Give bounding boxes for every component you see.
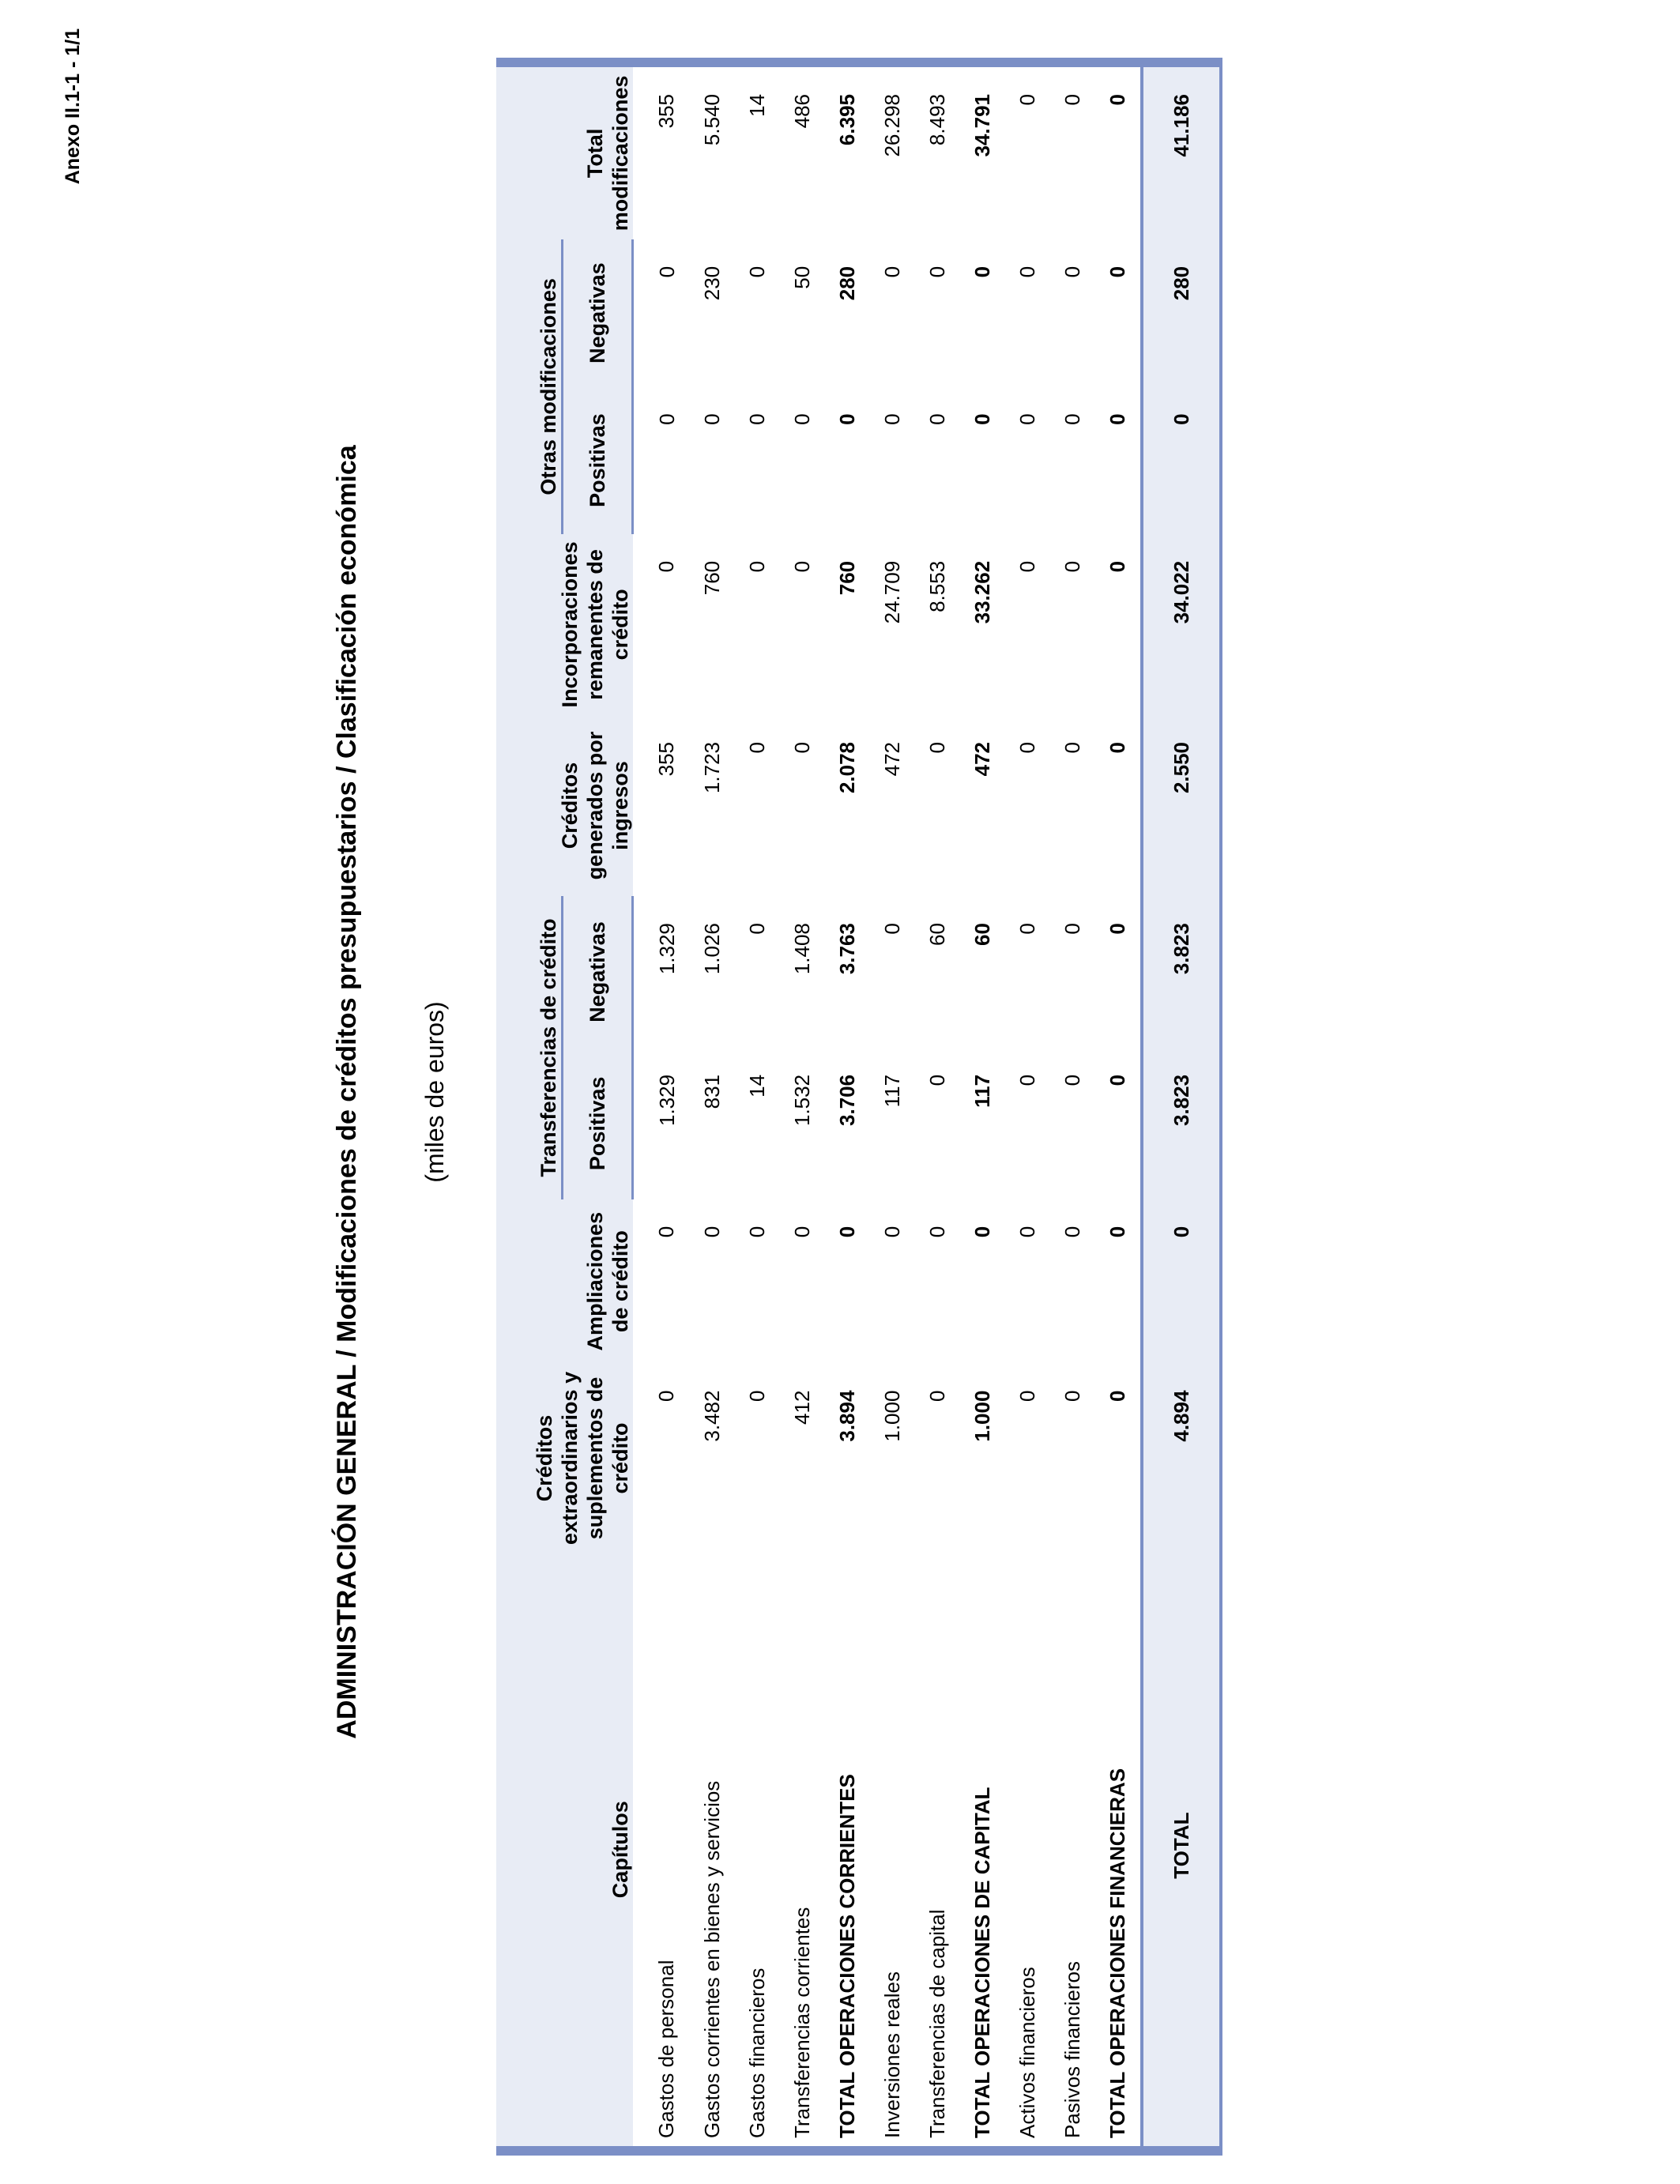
total-cell-value: 41.186 bbox=[1142, 62, 1221, 239]
cell-value: 0 bbox=[790, 1226, 814, 1238]
cell-value: 760 bbox=[700, 560, 724, 596]
cell-value: 0 bbox=[655, 265, 679, 278]
cell-value: 3.763 bbox=[835, 923, 859, 975]
cell-value: 0 bbox=[745, 265, 769, 278]
budget-modifications-table bbox=[496, 58, 1222, 2156]
cell-value: 0 bbox=[700, 1226, 724, 1238]
cell-value: 0 bbox=[1106, 923, 1129, 935]
cell-value: 0 bbox=[654, 560, 679, 573]
cell-value: 0 bbox=[1015, 1390, 1039, 1403]
table-row bbox=[870, 62, 915, 2151]
header-incorporaciones: Incorporaciones remanentes de crédito bbox=[496, 534, 633, 715]
cell-value: 0 bbox=[1106, 1074, 1129, 1086]
cell-value: 0 bbox=[790, 560, 814, 573]
cell-value: 0 bbox=[654, 1390, 679, 1403]
cell-value: 0 bbox=[1106, 1226, 1129, 1238]
table-row bbox=[1005, 62, 1050, 2151]
cell-value: 0 bbox=[925, 265, 949, 278]
total-cell-value: 2.550 bbox=[1142, 715, 1221, 896]
header-transferencias-negativas: Negativas bbox=[563, 896, 633, 1048]
cell-value: 0 bbox=[880, 923, 904, 935]
cell-value: 0 bbox=[1060, 741, 1084, 754]
header-creditos-generados: Créditos generados por ingresos bbox=[496, 715, 633, 896]
cell-value: 760 bbox=[835, 560, 859, 596]
total-cell-value: 3.823 bbox=[1142, 896, 1221, 1048]
cell-value: 0 bbox=[1060, 923, 1084, 935]
cell-value: 8.493 bbox=[925, 94, 949, 146]
cell-value: 0 bbox=[654, 1226, 679, 1238]
header-creditos-extraordinarios: Créditos extraordinarios y suplementos de crédito bbox=[496, 1364, 633, 1553]
cell-value: 355 bbox=[654, 741, 679, 777]
cell-value: 1.329 bbox=[655, 923, 679, 975]
cell-value: 412 bbox=[790, 1390, 814, 1425]
row-label: Gastos financieros bbox=[745, 1967, 769, 2138]
total-cell-value: 4.894 bbox=[1142, 1364, 1221, 1553]
cell-value: 1.329 bbox=[655, 1074, 679, 1126]
row-label: Activos financieros bbox=[1015, 1967, 1039, 2138]
cell-value: 472 bbox=[880, 741, 904, 777]
cell-value: 60 bbox=[970, 923, 994, 947]
cell-value: 355 bbox=[654, 94, 679, 129]
table-row bbox=[960, 62, 1005, 2151]
cell-value: 0 bbox=[970, 413, 994, 425]
cell-value: 3.894 bbox=[835, 1390, 859, 1442]
table-row bbox=[825, 62, 870, 2151]
cell-value: 0 bbox=[745, 741, 769, 754]
cell-value: 280 bbox=[835, 265, 859, 301]
cell-value: 0 bbox=[1015, 741, 1039, 754]
cell-value: 14 bbox=[745, 1074, 769, 1098]
cell-value: 3.706 bbox=[835, 1074, 859, 1126]
cell-value: 2.078 bbox=[835, 741, 859, 794]
cell-value: 0 bbox=[925, 741, 949, 754]
total-cell-value: 0 bbox=[1142, 1199, 1221, 1364]
cell-value: 1.000 bbox=[970, 1390, 994, 1442]
cell-value: 0 bbox=[925, 1226, 949, 1238]
units-caption: (miles de euros) bbox=[420, 1001, 449, 1183]
cell-value: 0 bbox=[1060, 1226, 1084, 1238]
cell-value: 0 bbox=[1060, 560, 1084, 573]
cell-value: 0 bbox=[745, 560, 769, 573]
cell-value: 0 bbox=[835, 1226, 859, 1238]
table-row bbox=[690, 62, 735, 2151]
cell-value: 0 bbox=[1015, 265, 1039, 278]
table-row bbox=[780, 62, 825, 2151]
cell-value: 8.553 bbox=[925, 560, 949, 612]
cell-value: 0 bbox=[790, 741, 814, 754]
header-ampliaciones: Ampliaciones de crédito bbox=[496, 1199, 633, 1364]
cell-value: 1.723 bbox=[700, 741, 724, 794]
cell-value: 0 bbox=[925, 1390, 949, 1403]
table-row bbox=[915, 62, 960, 2151]
cell-value: 0 bbox=[745, 1390, 769, 1403]
cell-value: 117 bbox=[970, 1074, 994, 1108]
cell-value: 0 bbox=[1060, 413, 1084, 425]
row-label: Gastos corrientes en bienes y servicios bbox=[700, 1780, 724, 2138]
header-total-modificaciones: Total modificaciones bbox=[496, 62, 633, 239]
cell-value: 0 bbox=[790, 413, 814, 425]
cell-value: 0 bbox=[745, 1226, 769, 1238]
table-row bbox=[633, 62, 691, 2151]
cell-value: 117 bbox=[880, 1074, 904, 1108]
row-label: Inversiones reales bbox=[880, 1971, 904, 2138]
page-title: ADMINISTRACIÓN GENERAL / Modificaciones de créditos presupuestarios / Clasificación económica bbox=[332, 445, 362, 1739]
header-otras-modificaciones: Otras modificaciones bbox=[496, 239, 563, 534]
cell-value: 1.026 bbox=[700, 923, 724, 975]
table-row bbox=[1095, 62, 1142, 2151]
row-label: Gastos de personal bbox=[654, 1960, 679, 2138]
total-cell-value: 3.823 bbox=[1142, 1048, 1221, 1199]
total-row bbox=[1142, 62, 1221, 2151]
cell-value: 34.791 bbox=[970, 94, 994, 157]
header-transferencias-positivas: Positivas bbox=[563, 1048, 633, 1199]
cell-value: 0 bbox=[1015, 923, 1039, 935]
cell-value: 3.482 bbox=[700, 1390, 724, 1442]
cell-value: 230 bbox=[700, 265, 724, 301]
cell-value: 33.262 bbox=[970, 560, 994, 624]
cell-value: 50 bbox=[790, 265, 814, 289]
cell-value: 0 bbox=[1060, 94, 1084, 106]
total-cell-value: 34.022 bbox=[1142, 534, 1221, 715]
cell-value: 0 bbox=[1015, 94, 1039, 106]
cell-value: 0 bbox=[880, 413, 904, 425]
cell-value: 0 bbox=[1106, 413, 1129, 425]
cell-value: 26.298 bbox=[880, 94, 904, 157]
cell-value: 0 bbox=[745, 923, 769, 935]
cell-value: 472 bbox=[970, 741, 994, 777]
row-label: TOTAL OPERACIONES DE CAPITAL bbox=[970, 1787, 994, 2138]
cell-value: 831 bbox=[700, 1074, 724, 1109]
cell-value: 0 bbox=[1106, 265, 1129, 278]
cell-value: 0 bbox=[1106, 560, 1129, 573]
cell-value: 0 bbox=[1060, 1074, 1084, 1086]
table-row bbox=[1050, 62, 1095, 2151]
row-label: TOTAL OPERACIONES FINANCIERAS bbox=[1106, 1768, 1129, 2138]
total-cell-value: 280 bbox=[1142, 239, 1221, 387]
cell-value: 0 bbox=[1060, 265, 1084, 278]
cell-value: 0 bbox=[700, 413, 724, 425]
header-otras-negativas: Negativas bbox=[563, 239, 633, 387]
cell-value: 60 bbox=[925, 923, 949, 947]
total-cell-value: 0 bbox=[1142, 386, 1221, 534]
cell-value: 0 bbox=[1015, 1226, 1039, 1238]
cell-value: 0 bbox=[1106, 94, 1129, 106]
cell-value: 0 bbox=[1015, 1074, 1039, 1086]
cell-value: 0 bbox=[970, 265, 994, 278]
header-transferencias: Transferencias de crédito bbox=[496, 896, 563, 1199]
cell-value: 486 bbox=[790, 94, 814, 129]
cell-value: 0 bbox=[925, 1074, 949, 1086]
cell-value: 1.408 bbox=[790, 923, 814, 975]
cell-value: 0 bbox=[1015, 413, 1039, 425]
annex-reference: Anexo II.1-1 - 1/1 bbox=[62, 28, 84, 185]
cell-value: 5.540 bbox=[700, 94, 724, 146]
total-label: TOTAL bbox=[1142, 1553, 1221, 2151]
cell-value: 0 bbox=[655, 413, 679, 425]
row-label: Pasivos financieros bbox=[1060, 1961, 1084, 2138]
cell-value: 0 bbox=[1060, 1390, 1084, 1403]
cell-value: 0 bbox=[745, 413, 769, 425]
header-otras-positivas: Positivas bbox=[563, 386, 633, 534]
header-capitulos: Capítulos bbox=[496, 1553, 633, 2151]
cell-value: 1.532 bbox=[790, 1074, 814, 1126]
table-body bbox=[633, 62, 1222, 2151]
row-label: Transferencias de capital bbox=[925, 1909, 949, 2138]
cell-value: 1.000 bbox=[880, 1390, 904, 1442]
cell-value: 0 bbox=[835, 413, 859, 425]
table-row bbox=[735, 62, 780, 2151]
row-label: TOTAL OPERACIONES CORRIENTES bbox=[835, 1774, 859, 2138]
cell-value: 0 bbox=[1015, 560, 1039, 573]
cell-value: 0 bbox=[880, 265, 904, 278]
cell-value: 6.395 bbox=[835, 94, 859, 146]
cell-value: 0 bbox=[970, 1226, 994, 1238]
cell-value: 24.709 bbox=[880, 560, 904, 624]
cell-value: 0 bbox=[1106, 1390, 1129, 1403]
cell-value: 14 bbox=[745, 94, 769, 117]
cell-value: 0 bbox=[925, 413, 949, 425]
cell-value: 0 bbox=[1106, 741, 1129, 754]
row-label: Transferencias corrientes bbox=[790, 1907, 814, 2138]
cell-value: 0 bbox=[880, 1226, 904, 1238]
